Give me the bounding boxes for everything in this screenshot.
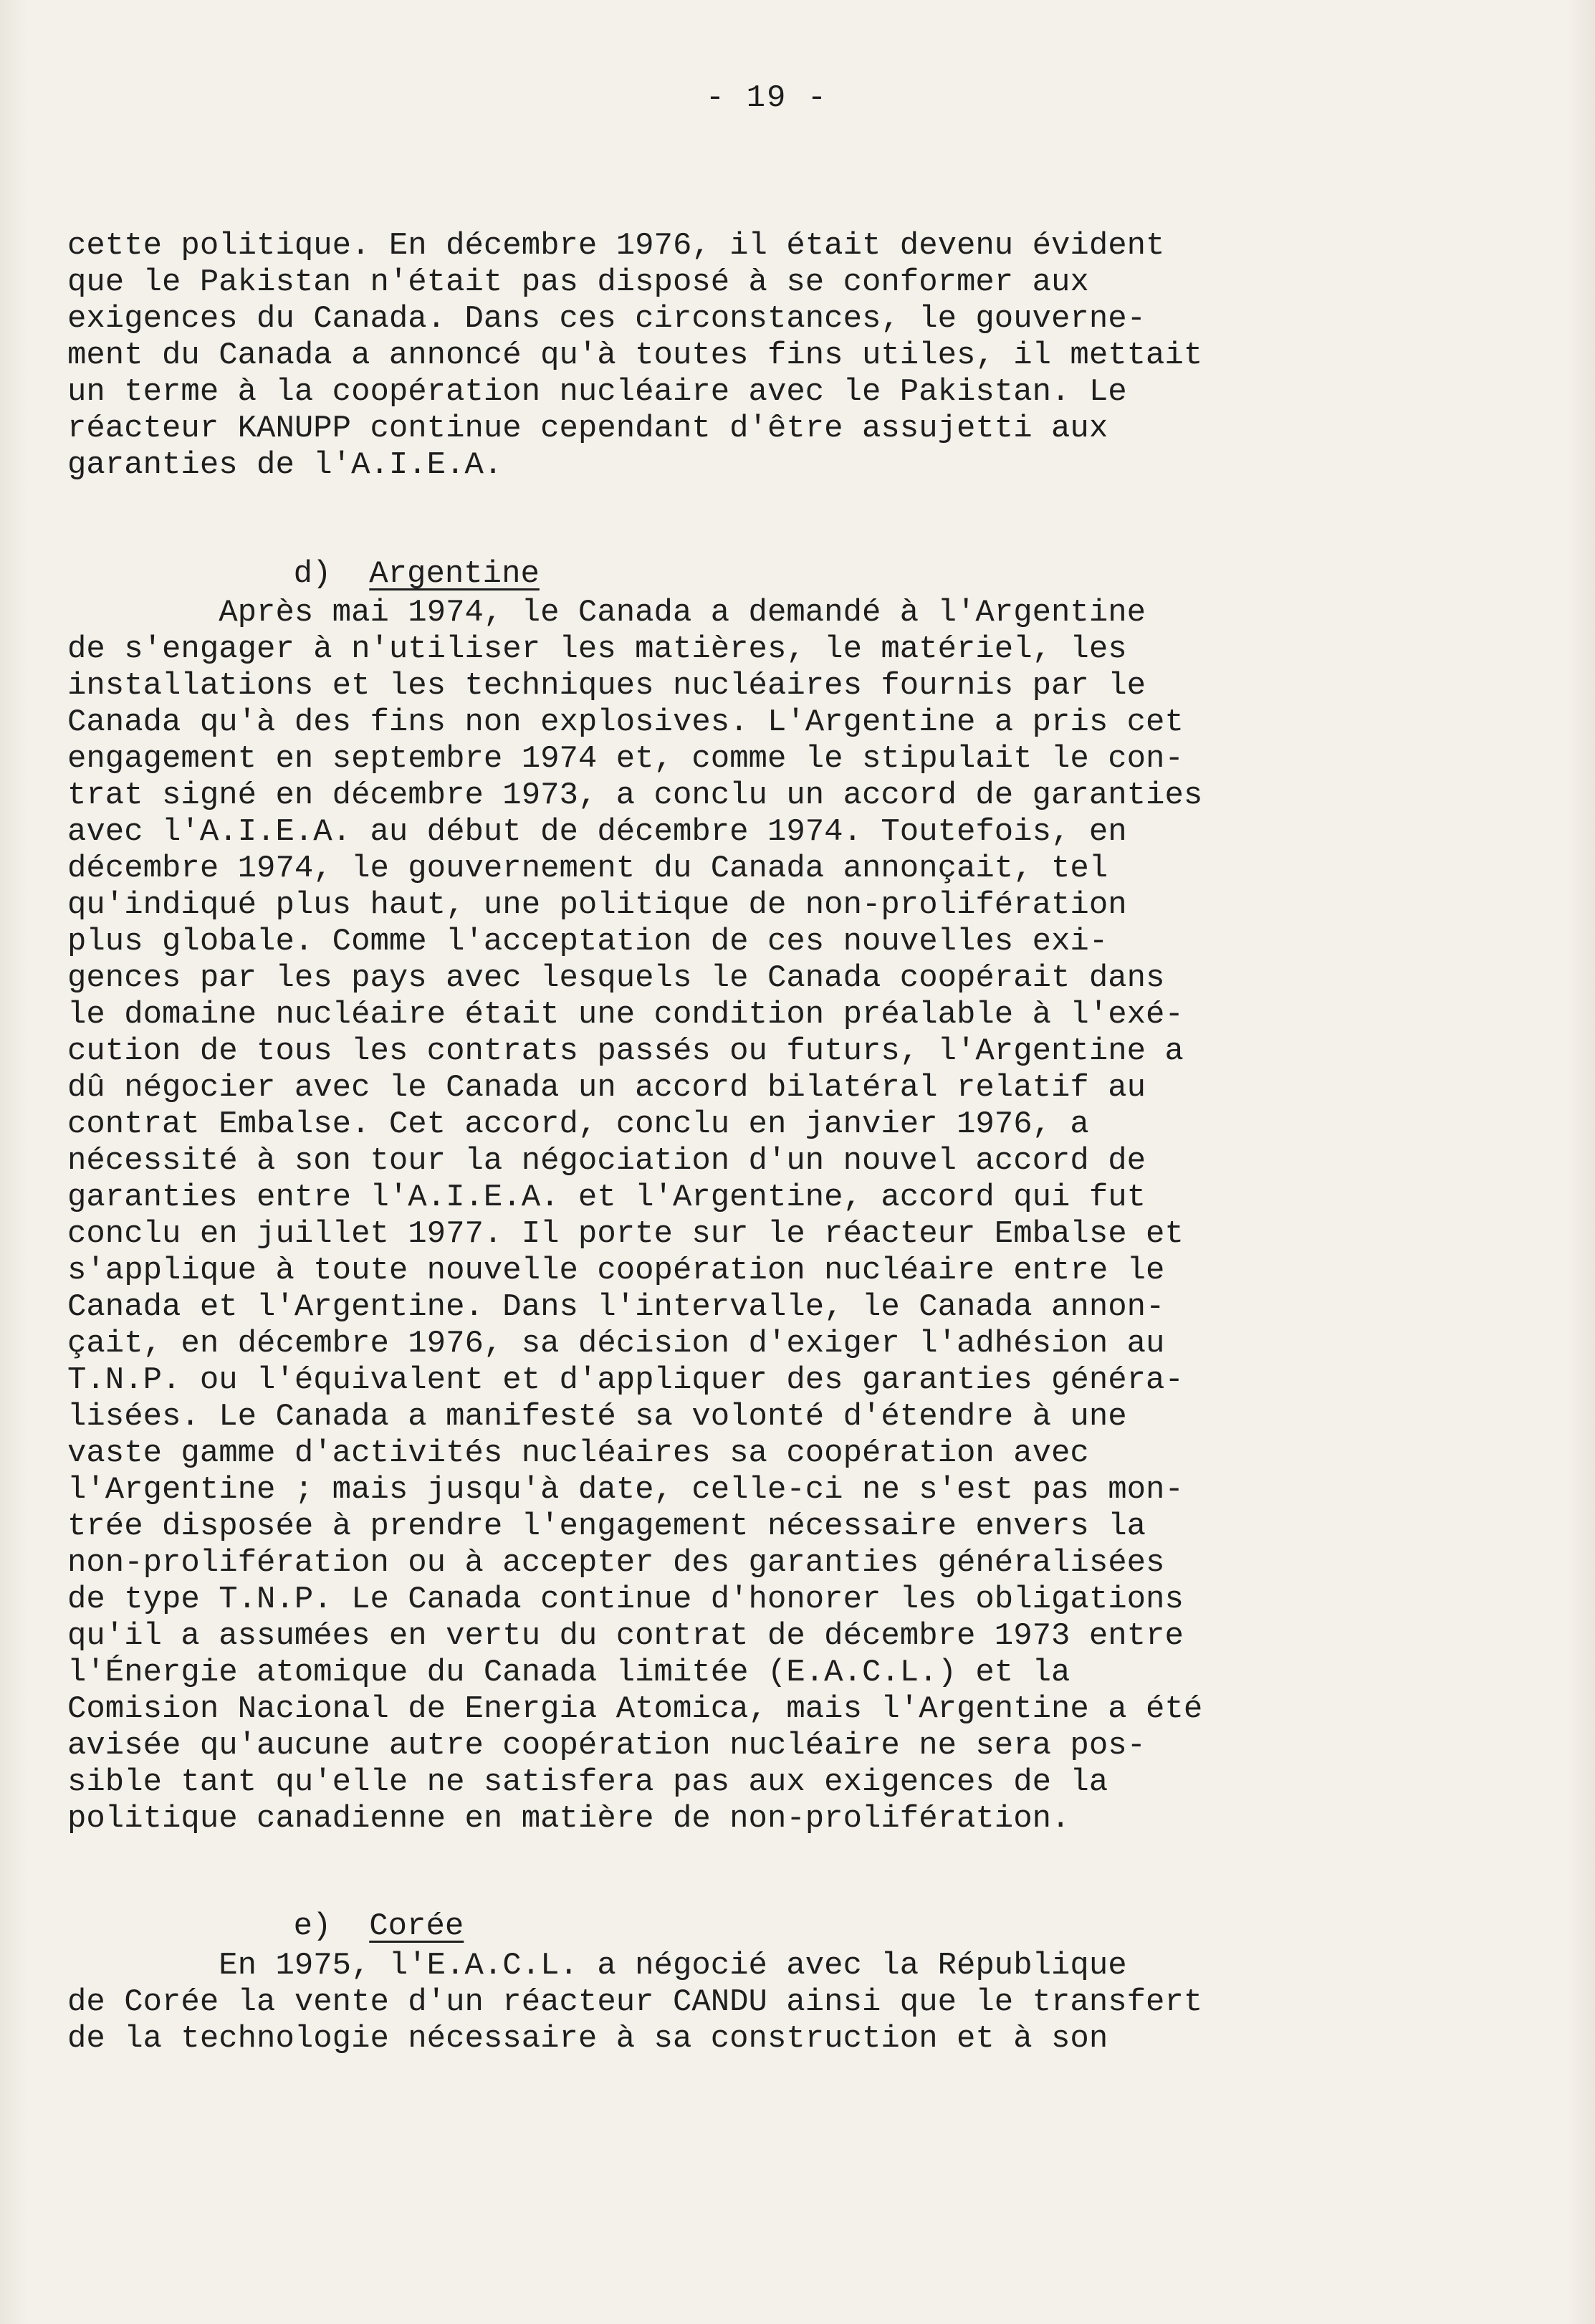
- text-line: non-prolifération ou à accepter des garanties généralisées: [67, 1545, 1165, 1581]
- paragraph-argentine: [67, 595, 1522, 1837]
- text-line: installations et les techniques nucléaires fournis par le: [67, 668, 1146, 704]
- text-line: nécessité à son tour la négociation d'un nouvel accord de: [67, 1143, 1146, 1179]
- text-line: sible tant qu'elle ne satisfera pas aux exigences de la: [67, 1764, 1108, 1800]
- text-line: cette politique. En décembre 1976, il était devenu évident: [67, 228, 1165, 264]
- text-line: que le Pakistan n'était pas disposé à se conformer aux: [67, 264, 1089, 300]
- text-line: de s'engager à n'utiliser les matières, le matériel, les: [67, 631, 1127, 667]
- text-line: un terme à la coopération nucléaire avec le Pakistan. Le: [67, 374, 1127, 410]
- text-line: décembre 1974, le gouvernement du Canada annonçait, tel: [67, 851, 1108, 886]
- text-line: gences par les pays avec lesquels le Canada coopérait dans: [67, 960, 1165, 996]
- page-number: - 19 -: [705, 80, 828, 116]
- text-line: Après mai 1974, le Canada a demandé à l'Argentine: [67, 595, 1146, 631]
- text-line: conclu en juillet 1977. Il porte sur le réacteur Embalse et: [67, 1216, 1184, 1252]
- text-line: ment du Canada a annoncé qu'à toutes fins utiles, il mettait: [67, 338, 1203, 373]
- text-line: trée disposée à prendre l'engagement nécessaire envers la: [67, 1508, 1146, 1544]
- section-marker: e): [293, 1908, 332, 1944]
- text-line: çait, en décembre 1976, sa décision d'exiger l'adhésion au: [67, 1326, 1165, 1362]
- text-line: dû négocier avec le Canada un accord bilatéral relatif au: [67, 1070, 1146, 1106]
- text-line: politique canadienne en matière de non-prolifération.: [67, 1801, 1070, 1837]
- text-line: réacteur KANUPP continue cependant d'être assujetti aux: [67, 411, 1108, 446]
- text-line: vaste gamme d'activités nucléaires sa coopération avec: [67, 1435, 1089, 1471]
- text-line: avisée qu'aucune autre coopération nucléaire ne sera pos-: [67, 1728, 1146, 1764]
- text-line: avec l'A.I.E.A. au début de décembre 1974. Toutefois, en: [67, 814, 1127, 850]
- text-line: plus globale. Comme l'acceptation de ces nouvelles exi-: [67, 924, 1108, 960]
- text-line: T.N.P. ou l'équivalent et d'appliquer des garanties généra-: [67, 1362, 1184, 1398]
- text-line: lisées. Le Canada a manifesté sa volonté d'étendre à une: [67, 1399, 1127, 1435]
- text-line: Canada qu'à des fins non explosives. L'Argentine a pris cet: [67, 704, 1184, 740]
- text-line: contrat Embalse. Cet accord, conclu en janvier 1976, a: [67, 1106, 1089, 1142]
- paragraph-pakistan-conclusion: [67, 228, 1522, 484]
- text-line: Comision Nacional de Energia Atomica, mais l'Argentine a été: [67, 1691, 1203, 1727]
- text-line: l'Argentine ; mais jusqu'à date, celle-ci ne s'est pas mon-: [67, 1472, 1184, 1508]
- text-line: le domaine nucléaire était une condition préalable à l'exé-: [67, 997, 1184, 1033]
- text-line: qu'indiqué plus haut, une politique de non-prolifération: [67, 887, 1127, 923]
- text-line: trat signé en décembre 1973, a conclu un accord de garanties: [67, 778, 1203, 813]
- text-line: qu'il a assumées en vertu du contrat de décembre 1973 entre: [67, 1618, 1184, 1654]
- text-line: garanties de l'A.I.E.A.: [67, 447, 503, 483]
- paragraph-coree: [67, 1948, 1522, 2057]
- text-line: de la technologie nécessaire à sa construction et à son: [67, 2021, 1108, 2057]
- section-title: Argentine: [369, 556, 540, 592]
- section-title: Corée: [369, 1908, 464, 1944]
- text-line: l'Énergie atomique du Canada limitée (E.A.C.L.) et la: [67, 1655, 1070, 1691]
- text-line: Canada et l'Argentine. Dans l'intervalle, le Canada annon-: [67, 1289, 1165, 1325]
- text-line: s'applique à toute nouvelle coopération nucléaire entre le: [67, 1253, 1165, 1288]
- text-line: exigences du Canada. Dans ces circonstances, le gouverne-: [67, 301, 1146, 337]
- text-line: de type T.N.P. Le Canada continue d'honorer les obligations: [67, 1582, 1184, 1617]
- text-line: En 1975, l'E.A.C.L. a négocié avec la République: [67, 1948, 1127, 1984]
- text-line: cution de tous les contrats passés ou futurs, l'Argentine a: [67, 1033, 1184, 1069]
- section-marker: d): [293, 556, 332, 592]
- text-line: engagement en septembre 1974 et, comme le stipulait le con-: [67, 741, 1184, 777]
- text-line: garanties entre l'A.I.E.A. et l'Argentine, accord qui fut: [67, 1180, 1146, 1215]
- text-line: de Corée la vente d'un réacteur CANDU ainsi que le transfert: [67, 1984, 1203, 2020]
